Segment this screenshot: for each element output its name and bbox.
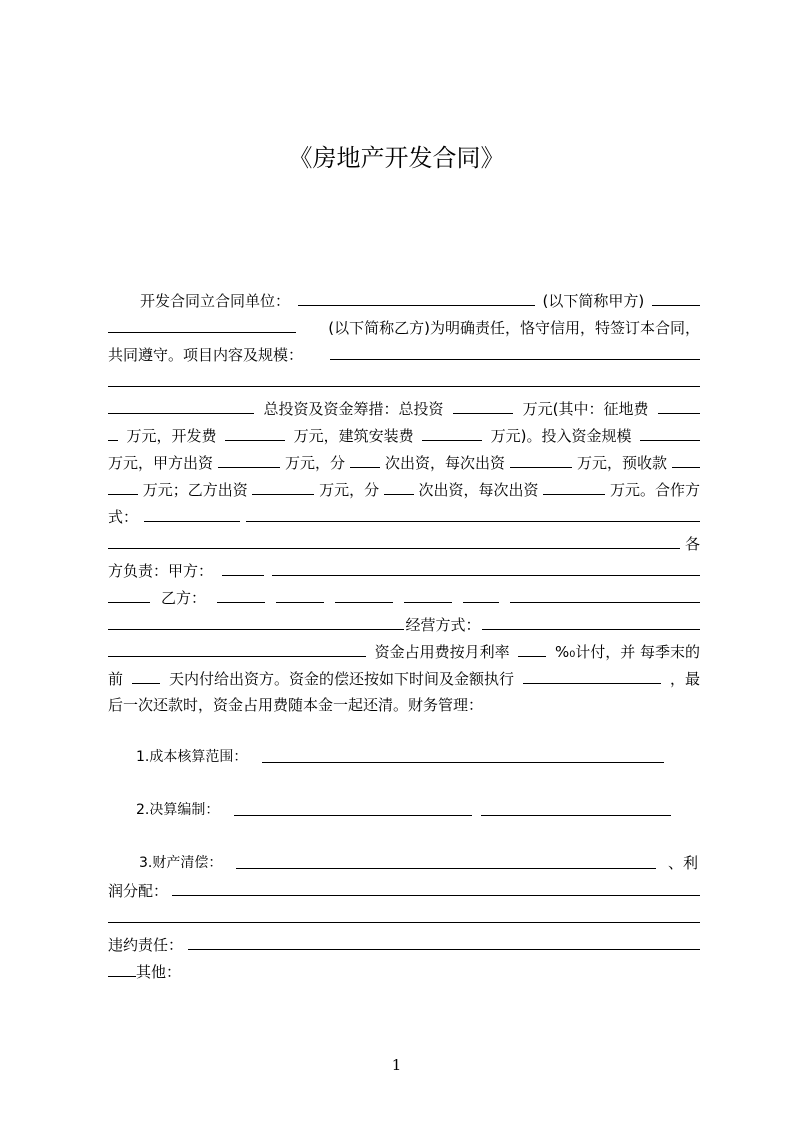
item-number: 1.	[136, 749, 150, 765]
project-line	[108, 344, 700, 365]
party-b-each-blank[interactable]	[543, 479, 605, 495]
party-b-line	[108, 317, 700, 338]
final-accounts-item	[136, 800, 219, 820]
party-a-amount-blank[interactable]	[218, 452, 280, 468]
party-b-duty-blank-5[interactable]	[463, 587, 499, 603]
party-b-blank-start[interactable]	[652, 290, 700, 306]
interest-label: 资金占用费按月利率	[374, 643, 510, 661]
scale-label: 万元)。投入资金规模	[490, 427, 632, 445]
final-accounts-blank-2[interactable]	[481, 815, 671, 816]
operation-line	[108, 614, 700, 635]
party-b-blank[interactable]	[108, 317, 296, 333]
cost-accounting-item	[136, 747, 247, 767]
party-a-times-label: 万元，分	[284, 454, 345, 472]
property-settlement-label: 财产清偿：	[152, 855, 223, 871]
land-fee-blank-2[interactable]	[108, 425, 118, 441]
profit-label: 润分配：	[108, 882, 169, 900]
item-number: 2.	[136, 802, 150, 818]
profit-tail: 、利	[668, 854, 699, 872]
page-title: 《房地产开发合同》	[288, 144, 505, 172]
party-b-duty-blank-4[interactable]	[404, 587, 452, 603]
breach-blank[interactable]	[188, 934, 700, 950]
total-investment-blank[interactable]	[453, 398, 513, 414]
other-blank[interactable]	[108, 961, 136, 977]
party-a-each-blank[interactable]	[510, 452, 572, 468]
project-blank[interactable]	[330, 344, 700, 360]
dev-fee-blank[interactable]	[225, 425, 285, 441]
cooperation-label: 万元。合作方	[609, 481, 700, 499]
interest-note: %₀计付，并 每季末的	[554, 643, 700, 661]
party-b-duty-blank-2[interactable]	[276, 587, 324, 603]
party-a-funding-label: 万元，甲方出资	[108, 454, 214, 472]
party-a-times-blank[interactable]	[350, 452, 380, 468]
responsibility-line	[108, 533, 700, 554]
profit-blank-2[interactable]	[108, 907, 700, 923]
land-fee-blank[interactable]	[658, 398, 700, 414]
contract-units-label: 开发合同立合同单位：	[140, 292, 291, 310]
other-label: 其他：	[136, 963, 182, 981]
party-a-duty-label: 方负责：甲方：	[108, 562, 214, 580]
construction-fee-label: 万元，建筑安装费	[293, 427, 414, 445]
party-b-funding-line	[108, 479, 700, 500]
party-a-duty-line	[108, 560, 700, 581]
land-fee-label: 万元(其中：征地费	[522, 400, 649, 418]
party-b-duty-blank-1[interactable]	[217, 587, 265, 603]
prepayment-label: 万元，预收款	[576, 454, 667, 472]
prepayment-blank[interactable]	[672, 452, 700, 468]
cost-accounting-label: 成本核算范围：	[149, 749, 248, 765]
interest-rate-blank[interactable]	[518, 641, 546, 657]
project-blank-2[interactable]	[108, 371, 700, 387]
prepayment-blank-2[interactable]	[108, 479, 138, 495]
property-settlement-blank[interactable]	[236, 868, 656, 869]
party-a-duty-blank-1[interactable]	[222, 560, 264, 576]
party-a-line	[108, 290, 700, 311]
investment-label: 总投资及资金筹措：总投资	[263, 400, 444, 418]
operation-lead-blank[interactable]	[108, 614, 404, 630]
item-number: 3.	[139, 855, 153, 871]
party-b-duty-lead[interactable]	[108, 587, 150, 603]
dev-fee-label: 万元，开发费	[126, 427, 217, 445]
party-b-times-label: 万元，分	[319, 481, 380, 499]
party-b-duty-line	[108, 587, 700, 608]
party-a-funding-line	[108, 452, 700, 473]
each-label: 各	[684, 535, 700, 553]
repayment-label: 天内付给出资方。资金的偿还按如下时间及金额执行	[168, 670, 514, 688]
operation-blank[interactable]	[482, 614, 700, 630]
final-accounts-blank-1[interactable]	[234, 815, 472, 816]
construction-fee-blank[interactable]	[422, 425, 482, 441]
before-label: 前	[108, 670, 124, 688]
fees-line	[108, 425, 700, 446]
interest-line	[108, 641, 700, 662]
property-settlement-item	[139, 853, 222, 873]
other-line	[108, 961, 700, 982]
cooperation-label-2: 式：	[108, 508, 139, 526]
repayment-line	[108, 668, 700, 689]
operation-label: 经营方式：	[405, 616, 481, 634]
investment-blank-lead[interactable]	[108, 398, 254, 414]
party-b-times-blank[interactable]	[384, 479, 414, 495]
profit-line	[108, 880, 700, 901]
cooperation-blank-2[interactable]	[246, 506, 700, 522]
party-b-amount-blank[interactable]	[252, 479, 314, 495]
party-a-note: (以下简称甲方)	[542, 292, 645, 310]
project-label: 共同遵守。项目内容及规模：	[108, 346, 304, 364]
cost-accounting-blank[interactable]	[262, 762, 664, 763]
party-a-each-label: 次出资，每次出资	[384, 454, 505, 472]
party-a-duty-blank-2[interactable]	[272, 560, 700, 576]
investment-line	[108, 398, 700, 419]
party-b-each-label: 次出资，每次出资	[418, 481, 539, 499]
profit-line-2	[108, 907, 700, 928]
profit-blank[interactable]	[172, 880, 700, 896]
days-blank[interactable]	[132, 668, 160, 684]
last-label: ，最	[669, 670, 700, 688]
responsibility-blank[interactable]	[108, 533, 680, 549]
finance-line	[108, 695, 700, 715]
breach-label: 违约责任：	[108, 936, 184, 954]
cooperation-line	[108, 506, 700, 527]
cooperation-blank-1[interactable]	[144, 506, 240, 522]
party-b-note: (以下简称乙方)为明确责任，恪守信用，特签订本合同，	[328, 319, 700, 337]
finance-label: 后一次还款时，资金占用费随本金一起还清。财务管理：	[108, 696, 484, 714]
party-a-blank[interactable]	[298, 290, 535, 306]
party-b-duty-label: 乙方：	[160, 589, 206, 607]
breach-line	[108, 934, 700, 955]
project-line-2	[108, 371, 700, 392]
party-b-duty-blank-3[interactable]	[335, 587, 393, 603]
party-b-duty-blank-6[interactable]	[510, 587, 700, 603]
final-accounts-label: 决算编制：	[149, 802, 220, 818]
scale-blank[interactable]	[640, 425, 700, 441]
interest-lead-blank[interactable]	[108, 641, 366, 657]
page-number: 1	[391, 1056, 402, 1074]
party-b-funding-label: 万元；乙方出资	[142, 481, 248, 499]
repayment-blank[interactable]	[523, 668, 661, 684]
